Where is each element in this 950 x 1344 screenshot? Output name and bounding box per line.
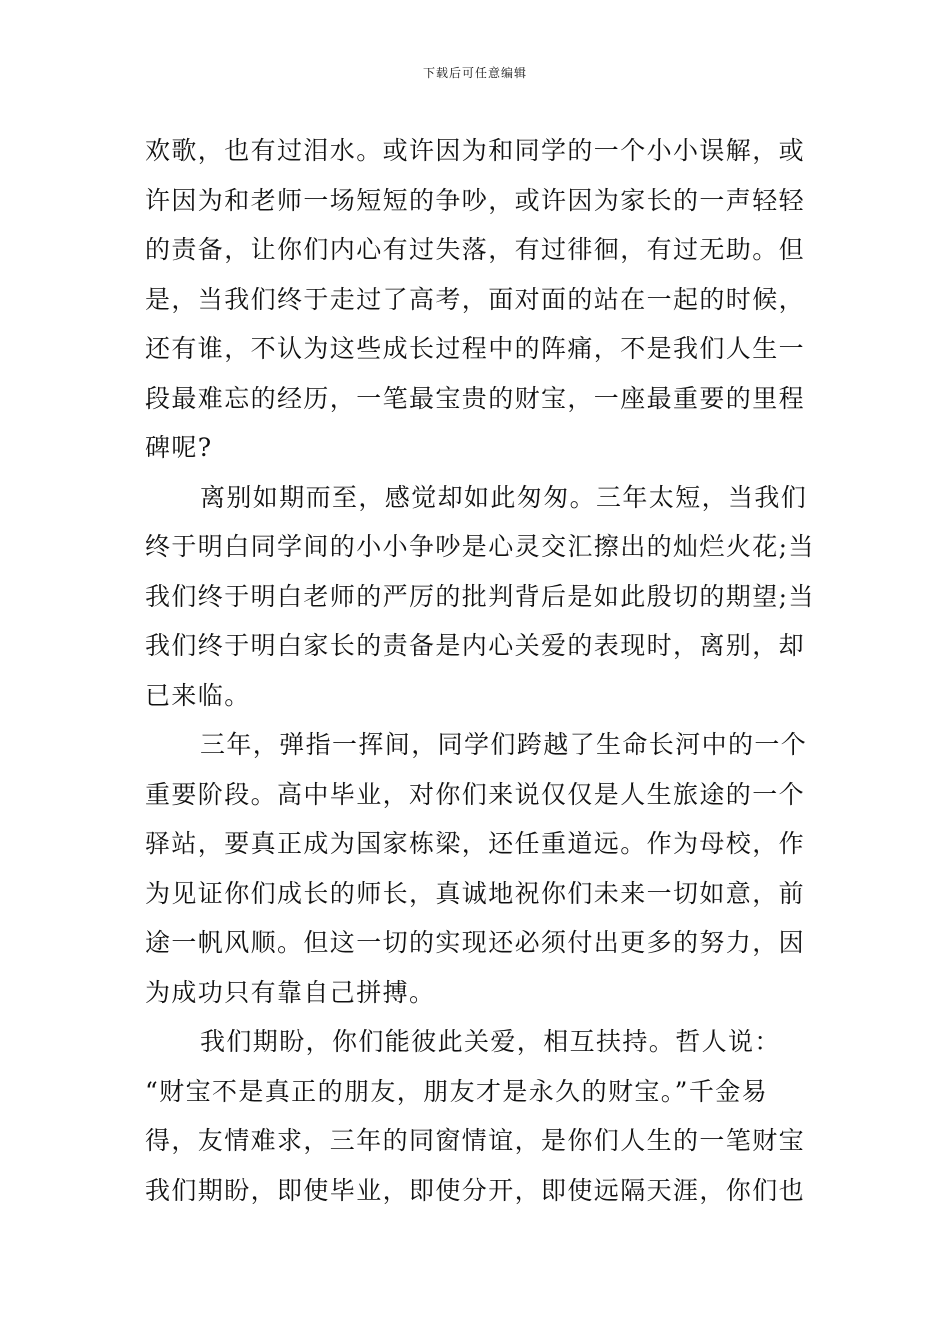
- text-line: 已来临。: [145, 680, 251, 710]
- text-line: 途一帆风顺。但这一切的实现还必须付出更多的努力，因: [145, 928, 806, 957]
- paragraph-first-line: 我们期盼，你们能彼此关爱，相互扶持。哲人说：: [200, 1027, 781, 1056]
- text-line: 欢歌，也有过泪水。或许因为和同学的一个小小误解，或: [145, 136, 806, 165]
- text-line: 我们终于明白家长的责备是内心关爱的表现时，离别，却: [145, 631, 806, 660]
- text-line: 我们期盼，即使毕业，即使分开，即使远隔天涯，你们也: [145, 1175, 806, 1205]
- text-line: 许因为和老师一场短短的争吵，或许因为家长的一声轻轻: [145, 185, 806, 215]
- text-line: 还有谁，不认为这些成长过程中的阵痛，不是我们人生一: [145, 334, 806, 363]
- text-line: 得，友情难求，三年的同窗情谊，是你们人生的一笔财宝: [145, 1126, 806, 1155]
- text-line: 驿站，要真正成为国家栋梁，还任重道远。作为母校，作: [145, 829, 806, 858]
- paragraph-first-line: 三年，弹指一挥间，同学们跨越了生命长河中的一个: [200, 730, 808, 759]
- page-header: 下载后可任意编辑: [422, 66, 527, 80]
- text-line: 我们终于明白老师的严厉的批判背后是如此殷切的期望;当: [145, 581, 815, 611]
- text-line: 为见证你们成长的师长，真诚地祝你们未来一切如意，前: [145, 878, 806, 908]
- text-line: 段最难忘的经历，一笔最宝贵的财宝，一座最重要的里程: [145, 383, 806, 413]
- paragraph-first-line: 离别如期而至，感觉却如此匆匆。三年太短，当我们: [200, 482, 808, 512]
- text-line: 终于明白同学间的小小争吵是心灵交汇擦出的灿烂火花;当: [145, 532, 815, 561]
- text-line: 重要阶段。高中毕业，对你们来说仅仅是人生旅途的一个: [145, 779, 806, 809]
- text-line: 的责备，让你们内心有过失落，有过徘徊，有过无助。但: [145, 235, 806, 264]
- text-line: 碑呢?: [145, 433, 213, 462]
- text-line: 是，当我们终于走过了高考，面对面的站在一起的时候，: [145, 284, 806, 314]
- text-line: “财宝不是真正的朋友，朋友才是永久的财宝。”千金易: [145, 1076, 769, 1106]
- document-body: [145, 126, 815, 1215]
- text-line: 为成功只有靠自己拼搏。: [145, 977, 436, 1007]
